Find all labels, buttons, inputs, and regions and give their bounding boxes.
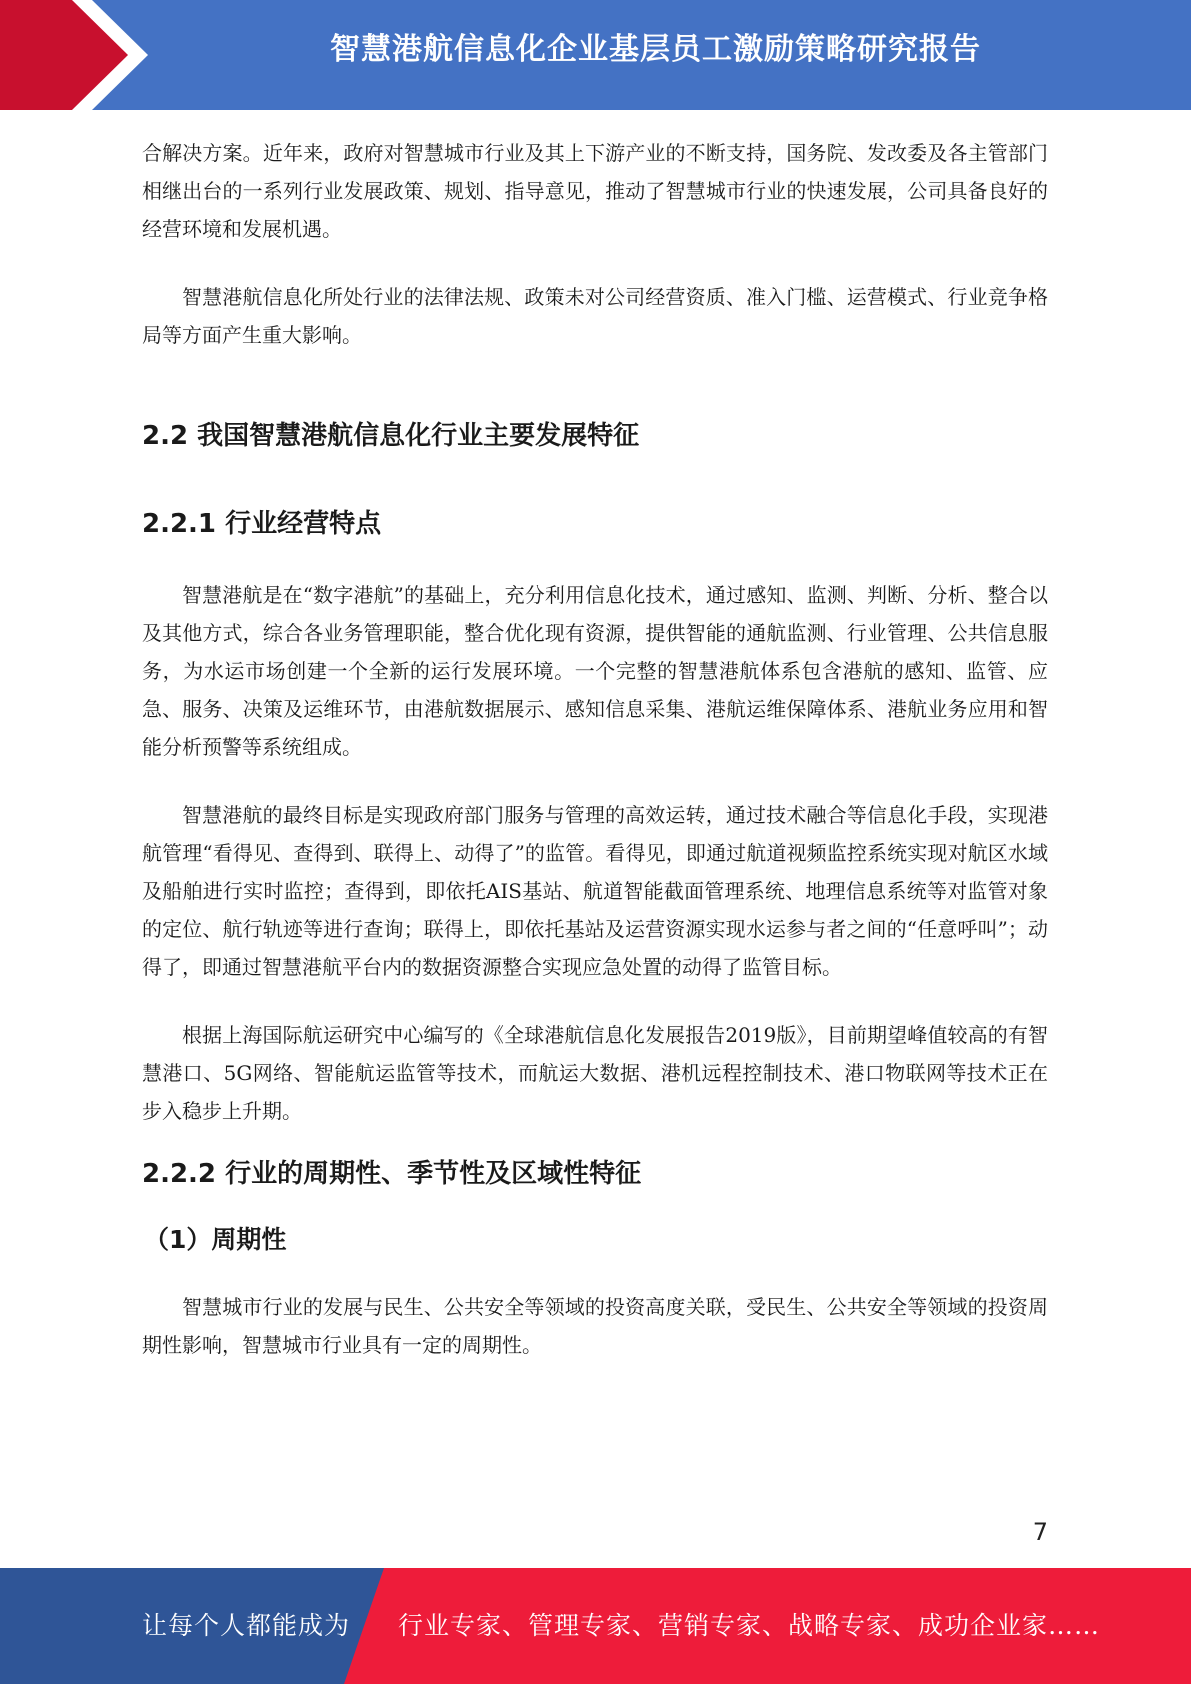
document-body [142, 134, 1048, 1364]
paragraph-report-2019: 根据上海国际航运研究中心编写的《全球港航信息化发展报告2019版》，目前期望峰值较高的有智慧港口、5G网络、智能航运监管等技术，而航运大数据、港机远程控制技术、港口物联网等技术正在步入稳步上升期。 [142, 1023, 1048, 1123]
section-heading-2-2: 2.2 我国智慧港航信息化行业主要发展特征 [142, 421, 640, 451]
paragraph-cyclicality: 智慧城市行业的发展与民生、公共安全等领域的投资高度关联，受民生、公共安全等领域的投资周期性影响，智慧城市行业具有一定的周期性。 [142, 1295, 1048, 1357]
paragraph-policy-support: 合解决方案。近年来，政府对智慧城市行业及其上下游产业的不断支持，国务院、发改委及各主管部门相继出台的一系列行业发展政策、规划、指导意见，推动了智慧城市行业的快速发展，公司具备良好的经营环境和发展机遇。 [142, 141, 1048, 241]
footer-slogan-left: 让每个人都能成为 [142, 1611, 351, 1640]
section-heading-2-2-2: 2.2.2 行业的周期性、季节性及区域性特征 [142, 1159, 642, 1189]
paragraph-smart-port-goal: 智慧港航的最终目标是实现政府部门服务与管理的高效运转，通过技术融合等信息化手段，实现港航管理“看得见、查得到、联得上、动得了”的监管。看得见，即通过航道视频监控系统实现对航区水域及船舶进行实时监控；查得到，即依托AIS基站、航道智能截面管理系统、地理信息系统等对监管对象的定位、航行轨迹等进行查询；联得上，即依托基站及运营资源实现水运参与者之间的“任意呼叫”；动得了，即通过智慧港航平台内的数据资源整合实现应急处置的动得了监管目标。 [142, 803, 1048, 979]
page-footer [0, 1568, 1191, 1684]
paragraph-smart-port-definition: 智慧港航是在“数字港航”的基础上，充分利用信息化技术，通过感知、监测、判断、分析、整合以及其他方式，综合各业务管理职能，整合优化现有资源，提供智能的通航监测、行业管理、公共信息服务，为水运市场创建一个全新的运行发展环境。一个完整的智慧港航体系包含港航的感知、监管、应急、服务、决策及运维环节，由港航数据展示、感知信息采集、港航运维保障体系、港航业务应用和智能分析预警等系统组成。 [142, 583, 1048, 759]
page-header [0, 0, 1191, 110]
subheading-cyclicality: （1）周期性 [144, 1225, 287, 1254]
page-number: 7 [1032, 1518, 1048, 1546]
header-title: 智慧港航信息化企业基层员工激励策略研究报告 [330, 32, 981, 67]
section-heading-2-2-1: 2.2.1 行业经营特点 [142, 509, 382, 539]
header-arrow-decoration [0, 0, 160, 110]
paragraph-legal-impact: 智慧港航信息化所处行业的法律法规、政策未对公司经营资质、准入门槛、运营模式、行业竞争格局等方面产生重大影响。 [142, 285, 1048, 347]
footer-slogan-right: 行业专家、管理专家、营销专家、战略专家、成功企业家…… [398, 1611, 1101, 1640]
